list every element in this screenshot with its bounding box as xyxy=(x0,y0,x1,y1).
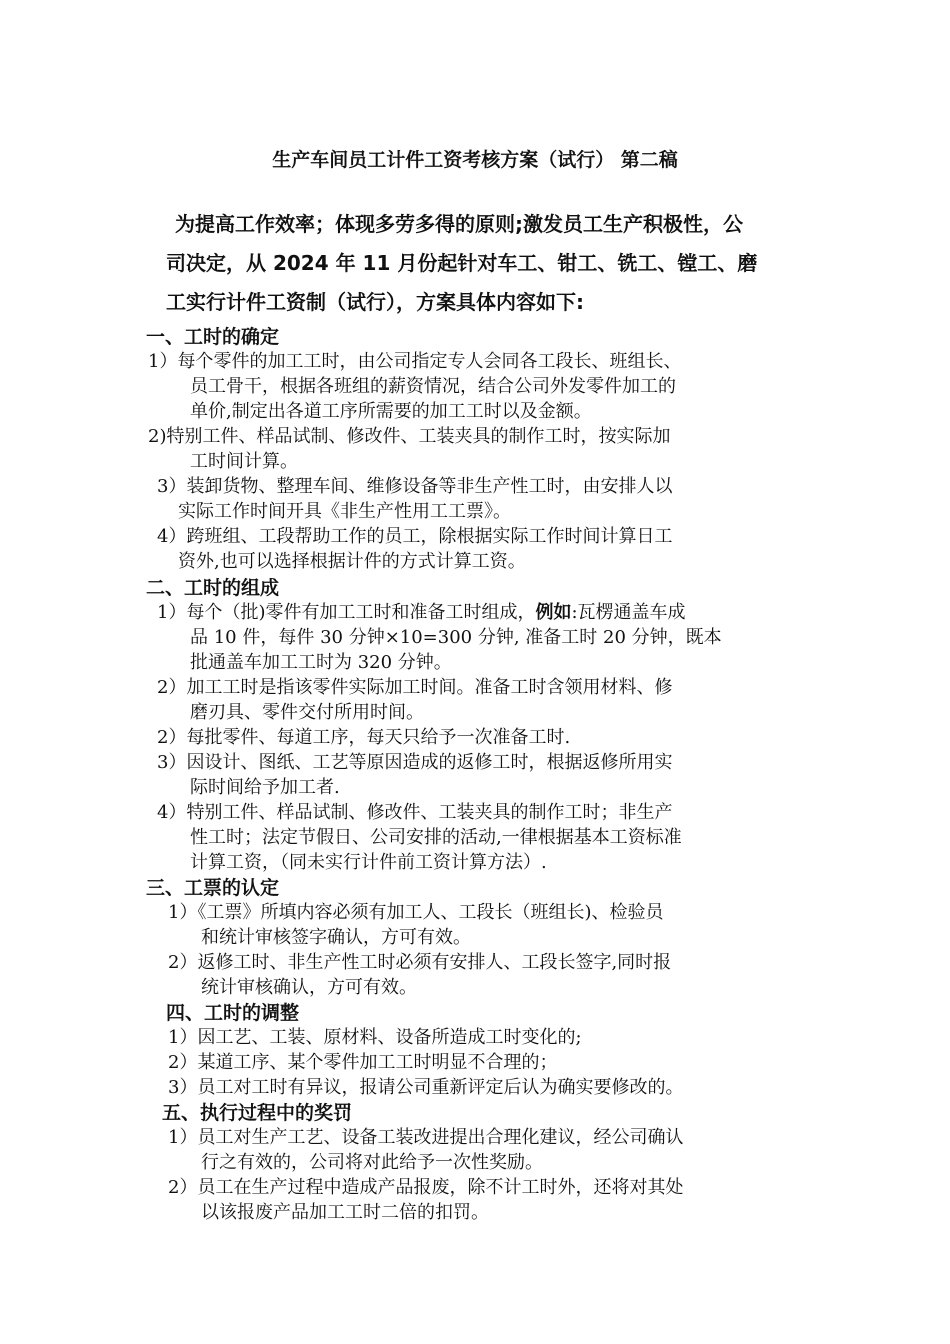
s2-line-1-example: 例如 xyxy=(535,602,572,623)
s1-line-8: 4）跨班组、工段帮助工作的员工，除根据实际工作时间计算日工 xyxy=(157,526,673,547)
section-4-heading: 四、工时的调整 xyxy=(166,1002,300,1024)
s2-line-1-c: :瓦楞通盖车成 xyxy=(571,602,686,623)
s3-line-4: 统计审核确认，方可有效。 xyxy=(201,977,417,998)
s2-line-5: 磨刃具、零件交付所用时间。 xyxy=(190,702,424,723)
s5-line-2: 行之有效的，公司将对此给予一次性奖励。 xyxy=(201,1152,543,1173)
s3-line-1: 1）《工票》所填内容必须有加工人、工段长（班组长)、检验员 xyxy=(168,902,664,923)
section-2-heading: 二、工时的组成 xyxy=(146,577,280,599)
s1-line-4: 2)特别工件、样品试制、修改件、工装夹具的制作工时，按实际加 xyxy=(148,426,671,447)
s2-line-4: 2）加工工时是指该零件实际加工时间。准备工时含领用材料、修 xyxy=(157,677,673,698)
s3-line-2: 和统计审核签字确认，方可有效。 xyxy=(201,927,471,948)
section-5-heading: 五、执行过程中的奖罚 xyxy=(162,1102,353,1124)
s5-line-1: 1）员工对生产工艺、设备工装改进提出合理化建议，经公司确认 xyxy=(168,1127,684,1148)
s1-line-7: 实际工作时间开具《非生产性用工工票》。 xyxy=(178,501,511,522)
s4-line-3: 3）员工对工时有异议，报请公司重新评定后认为确实要修改的。 xyxy=(168,1077,684,1098)
s2-line-11: 计算工资，（同未实行计件前工资计算方法）. xyxy=(190,852,547,873)
intro-line-2: 司决定，从 2024 年 11 月份起针对车工、钳工、铣工、镗工、磨 xyxy=(166,251,758,275)
s2-line-9: 4）特别工件、样品试制、修改件、工装夹具的制作工时；非生产 xyxy=(157,802,673,823)
s2-line-3: 批通盖车加工工时为 320 分钟。 xyxy=(190,652,452,673)
s2-line-8: 际时间给予加工者. xyxy=(190,777,340,798)
s1-line-1: 1）每个零件的加工工时，由公司指定专人会同各工段长、班组长、 xyxy=(148,351,682,372)
s1-line-9: 资外,也可以选择根据计件的方式计算工资。 xyxy=(178,551,526,572)
s4-line-2: 2）某道工序、某个零件加工工时明显不合理的； xyxy=(168,1052,558,1073)
s2-line-1-a: 1）每个（批)零件有加工工时和准备工时组成， xyxy=(157,602,536,623)
intro-line-1: 为提高工作效率；体现多劳多得的原则;激发员工生产积极性，公 xyxy=(175,212,743,236)
document-title: 生产车间员工计件工资考核方案（试行） 第二稿 xyxy=(272,149,678,171)
intro-line-3: 工实行计件工资制（试行），方案具体内容如下: xyxy=(166,290,584,314)
s5-line-3: 2）员工在生产过程中造成产品报废，除不计工时外，还将对其处 xyxy=(168,1177,684,1198)
s2-line-1 xyxy=(157,598,686,624)
s5-line-4: 以该报废产品加工工时二倍的扣罚。 xyxy=(201,1202,489,1223)
s3-line-3: 2）返修工时、非生产性工时必须有安排人、工段长签字,同时报 xyxy=(168,952,672,973)
s2-line-7: 3）因设计、图纸、工艺等原因造成的返修工时，根据返修所用实 xyxy=(157,752,673,773)
s1-line-3: 单价,制定出各道工序所需要的加工工时以及金额。 xyxy=(190,401,592,422)
s4-line-1: 1）因工艺、工装、原材料、设备所造成工时变化的; xyxy=(168,1027,582,1048)
s1-line-6: 3）装卸货物、整理车间、维修设备等非生产性工时，由安排人以 xyxy=(157,476,673,497)
s1-line-5: 工时间计算。 xyxy=(190,451,298,472)
section-3-heading: 三、工票的认定 xyxy=(146,877,280,899)
section-1-heading: 一、工时的确定 xyxy=(146,326,280,348)
s1-line-2: 员工骨干，根据各班组的薪资情况，结合公司外发零件加工的 xyxy=(190,376,676,397)
s2-line-10: 性工时；法定节假日、公司安排的活动,一律根据基本工资标准 xyxy=(190,827,682,848)
s2-line-6: 2）每批零件、每道工序，每天只给予一次准备工时. xyxy=(157,727,571,748)
s2-line-2: 品 10 件，每件 30 分钟×10=300 分钟, 准备工时 20 分钟，既本 xyxy=(190,627,722,648)
